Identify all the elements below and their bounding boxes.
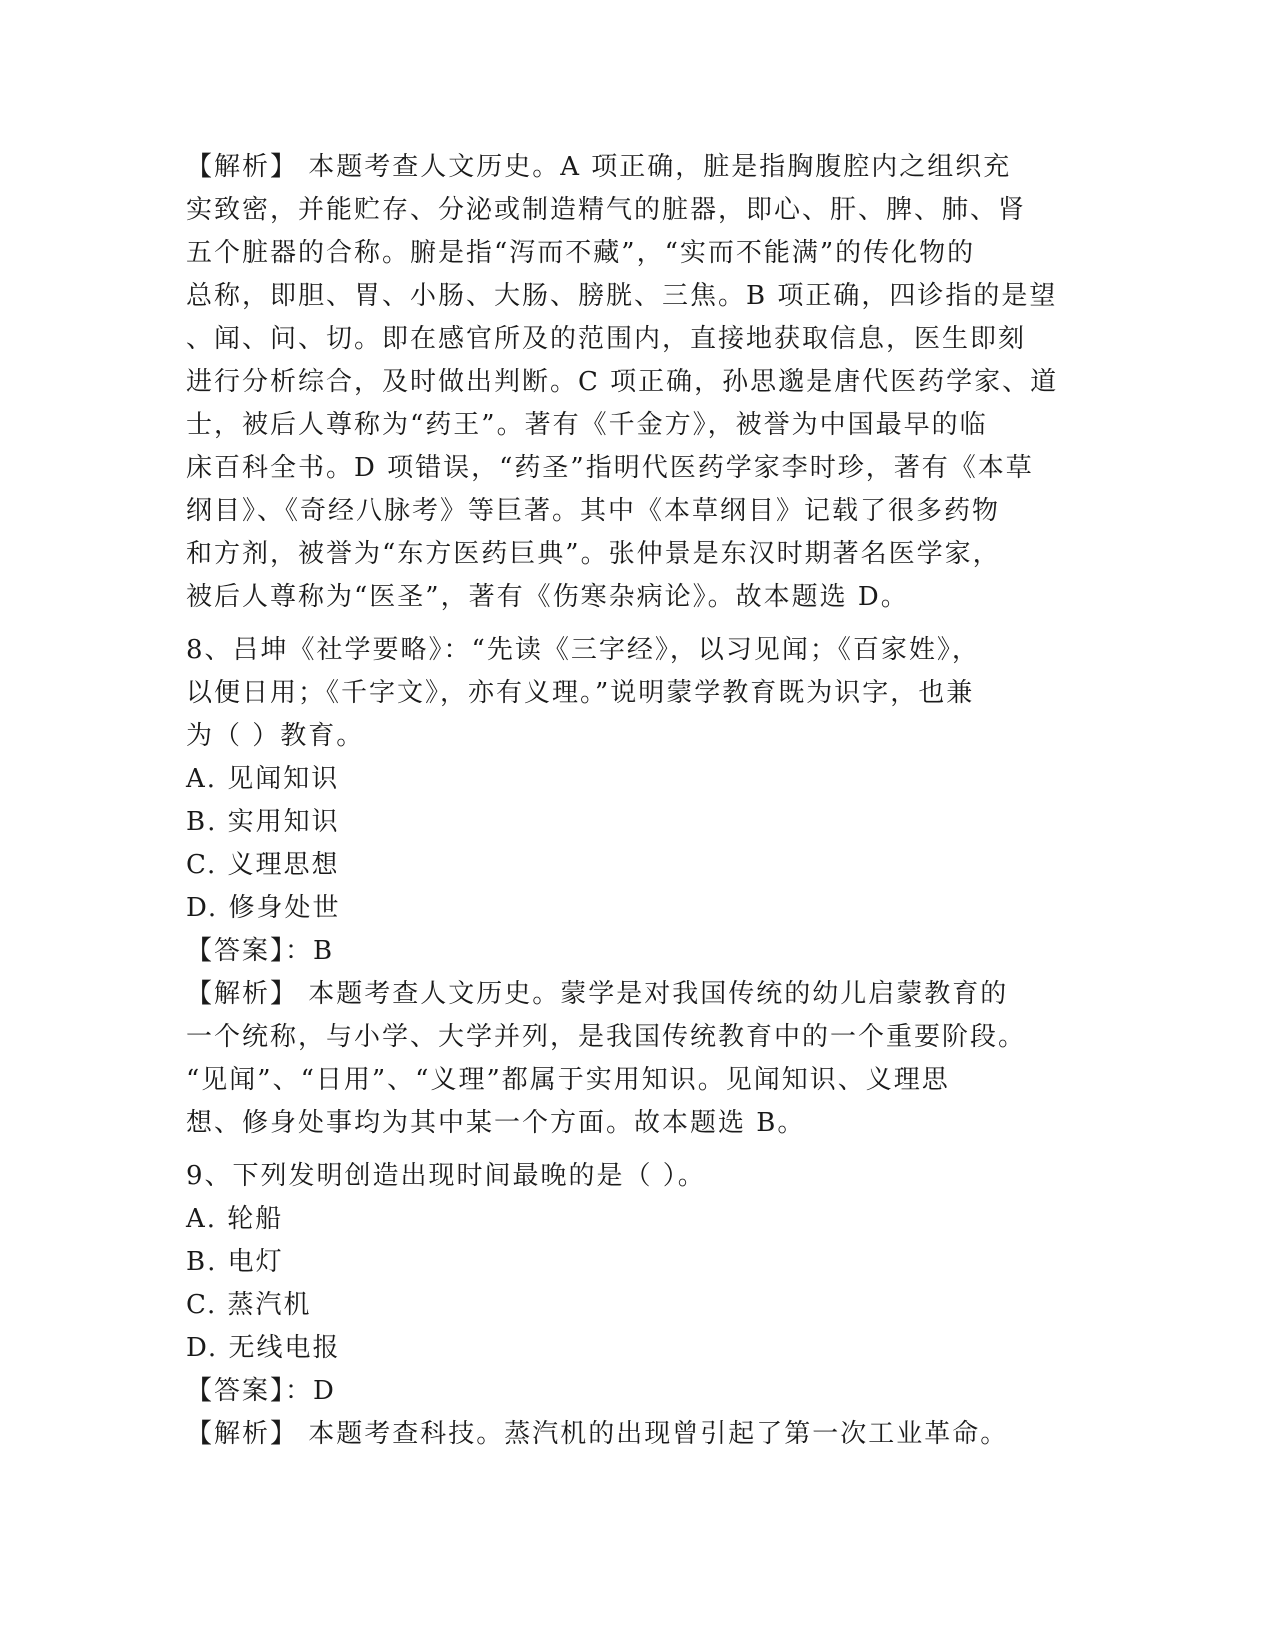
answer-line: 【答案】：D <box>186 1376 336 1406</box>
option-d: D. 无线电报 <box>186 1333 341 1363</box>
analysis-line: 纲目》、《奇经八脉考》等巨著。其中《本草纲目》记载了很多药物 <box>186 496 1001 526</box>
question-stem: 以便日用；《千字文》，亦有义理。”说明蒙学教育既为识字，也兼 <box>186 678 975 708</box>
analysis-line: 五个脏器的合称。腑是指“泻而不藏”，“实而不能满”的传化物的 <box>186 238 976 268</box>
question-stem: 8、吕坤《社学要略》：“先读《三字经》，以习见闻；《百家姓》， <box>186 635 980 665</box>
analysis-line: 一个统称，与小学、大学并列，是我国传统教育中的一个重要阶段。 <box>186 1022 1027 1052</box>
analysis-line: 【解析】 本题考查人文历史。蒙学是对我国传统的幼儿启蒙教育的 <box>186 979 1009 1009</box>
analysis-line: 总称，即胆、胃、小肠、大肠、膀胱、三焦。B 项正确，四诊指的是望 <box>186 281 1058 311</box>
option-c: C. 义理思想 <box>186 850 340 880</box>
question-9 <box>186 1155 1086 1456</box>
option-c: C. 蒸汽机 <box>186 1290 312 1320</box>
analysis-line: 【解析】 本题考查人文历史。A 项正确，脏是指胸腹腔内之组织充 <box>186 152 1012 182</box>
analysis-line: 床百科全书。D 项错误，“药圣”指明代医药学家李时珍，著有《本草 <box>186 453 1034 483</box>
option-b: B. 实用知识 <box>186 807 340 837</box>
analysis-line: 、闻、问、切。即在感官所及的范围内，直接地获取信息，医生即刻 <box>186 324 1027 354</box>
analysis-line: 进行分析综合，及时做出判断。C 项正确，孙思邈是唐代医药学家、道 <box>186 367 1059 397</box>
question-stem: 9、下列发明创造出现时间最晚的是（ ）。 <box>186 1161 706 1191</box>
question-stem: 为（ ）教育。 <box>186 721 365 751</box>
analysis-line: 被后人尊称为“医圣”，著有《伤寒杂病论》。故本题选 D。 <box>186 582 909 612</box>
analysis-line: 士，被后人尊称为“药王”。著有《千金方》，被誉为中国最早的临 <box>186 410 988 440</box>
option-a: A. 轮船 <box>186 1204 284 1234</box>
analysis-line: “见闻”、“日用”、“义理”都属于实用知识。见闻知识、义理思 <box>186 1065 950 1095</box>
analysis-line: 和方剂，被誉为“东方医药巨典”。张仲景是东汉时期著名医学家， <box>186 539 1001 569</box>
analysis-line: 【解析】 本题考查科技。蒸汽机的出现曾引起了第一次工业革命。 <box>186 1419 1009 1449</box>
question-8 <box>186 629 1086 1145</box>
answer-line: 【答案】：B <box>186 936 335 966</box>
analysis-line: 实致密，并能贮存、分泌或制造精气的脏器，即心、肝、脾、肺、肾 <box>186 195 1027 225</box>
q7-analysis <box>186 146 1086 619</box>
analysis-line: 想、修身处事均为其中某一个方面。故本题选 B。 <box>186 1108 806 1138</box>
option-d: D. 修身处世 <box>186 893 341 923</box>
page-content <box>186 146 1086 1456</box>
option-b: B. 电灯 <box>186 1247 284 1277</box>
option-a: A. 见闻知识 <box>186 764 340 794</box>
